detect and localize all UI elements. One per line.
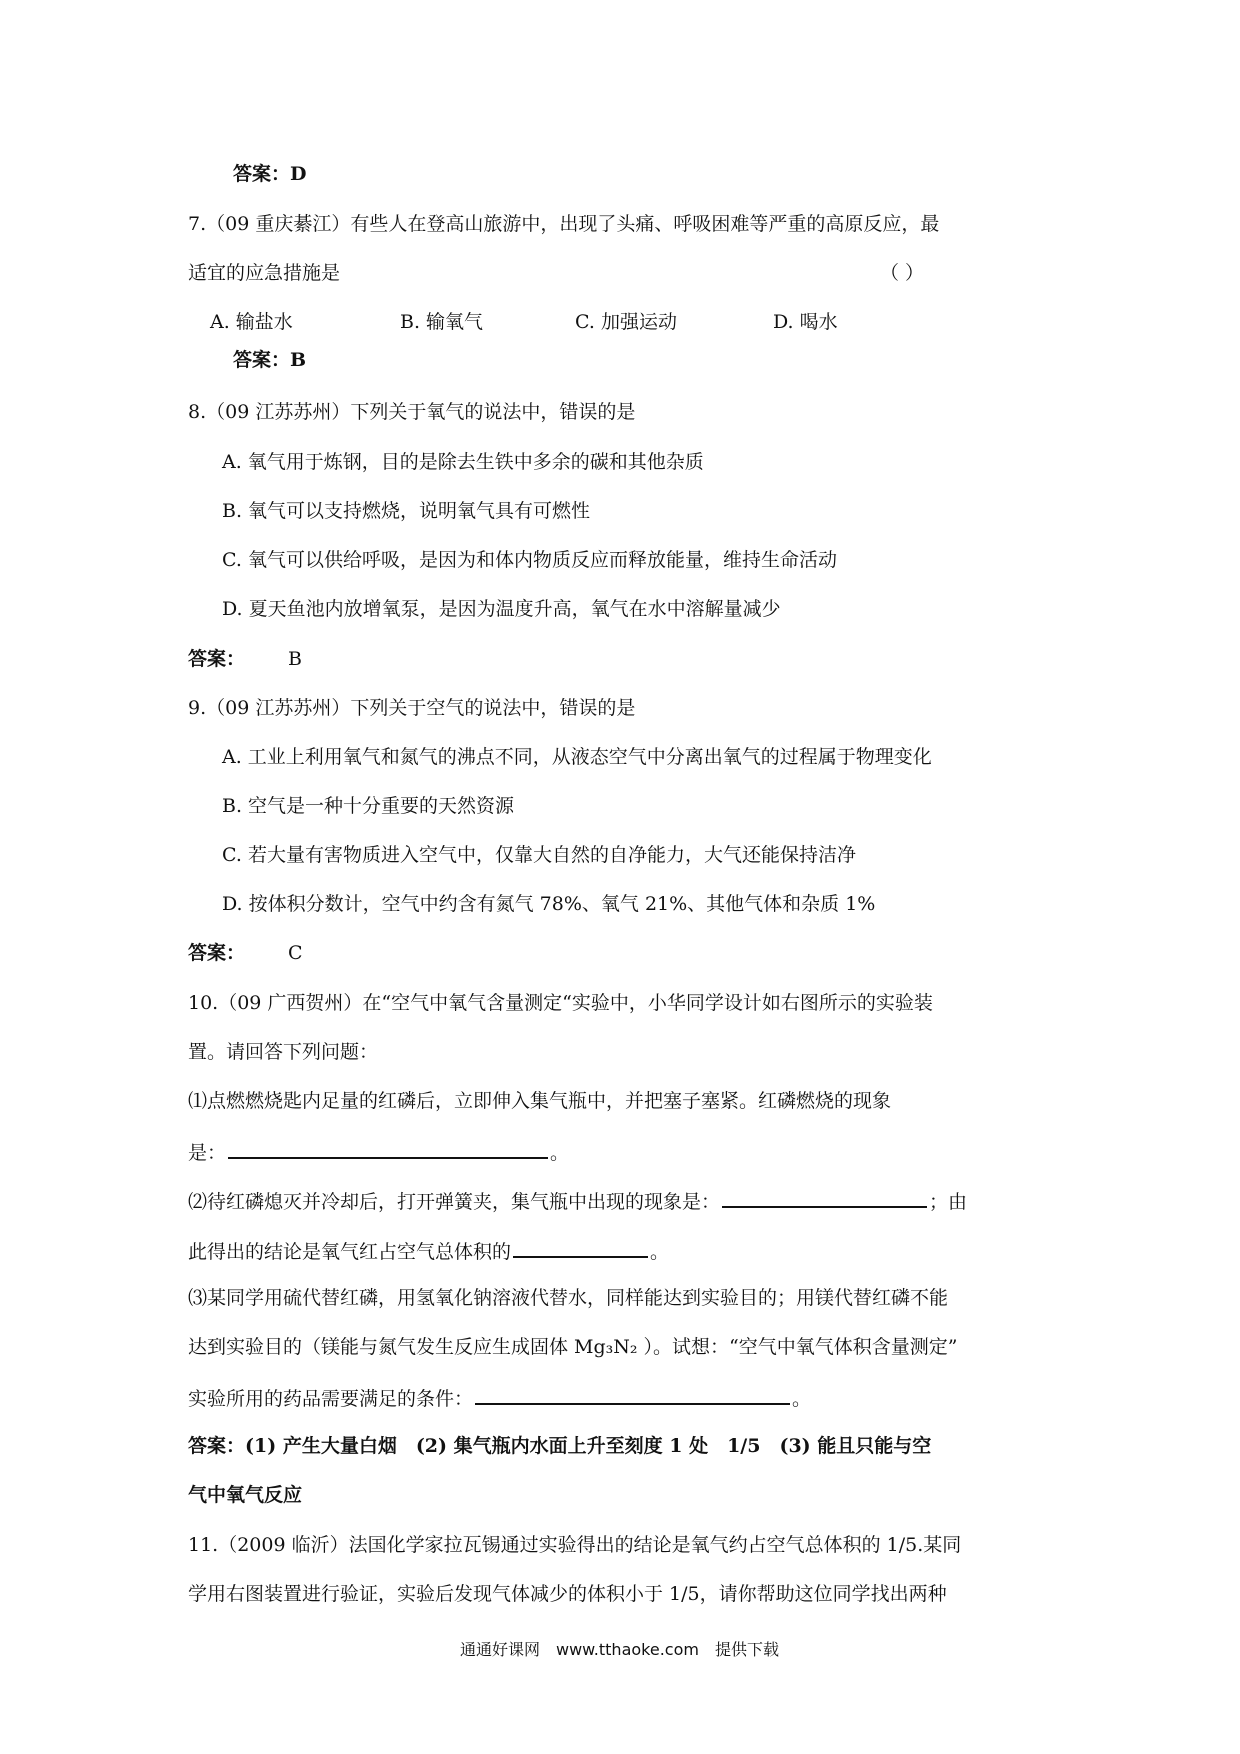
q11-stem-line1: 11.（2009 临沂）法国化学家拉瓦锡通过实验得出的结论是氧气约占空气总体积的 1/5.某同 xyxy=(188,1534,962,1556)
q7-stem-line1: 7.（09 重庆綦江）有些人在登高山旅游中，出现了头痛、呼吸困难等严重的高原反应，最 xyxy=(188,213,940,235)
q8-option-b: B. 氧气可以支持燃烧，说明氧气具有可燃性 xyxy=(222,500,591,522)
q8-option-d: D. 夏天鱼池内放增氧泵，是因为温度升高，氧气在水中溶解量减少 xyxy=(222,598,781,620)
q10-stem-line2: 置。请回答下列问题： xyxy=(188,1041,379,1063)
q9-option-c: C. 若大量有害物质进入空气中，仅靠大自然的自净能力，大气还能保持洁净 xyxy=(222,844,856,866)
q7-answer: 答案：B xyxy=(233,349,307,371)
q10-part2-fraction-blank[interactable] xyxy=(513,1240,648,1258)
q8-answer-value: B xyxy=(288,648,302,670)
q10-part3-line2: 达到实验目的（镁能与氮气发生反应生成固体 Mg₃N₂ ）。试想：“空气中氧气体积含量测定” xyxy=(188,1336,958,1358)
q10-part3-conditions-blank[interactable] xyxy=(475,1387,790,1405)
q10-part1-line2 xyxy=(188,1141,569,1163)
q10-part2-line1 xyxy=(188,1190,967,1212)
q7-option-d: D. 喝水 xyxy=(773,311,838,333)
q6-answer: 答案：D xyxy=(233,163,307,185)
q11-stem-line2: 学用右图装置进行验证，实验后发现气体减少的体积小于 1/5，请你帮助这位同学找出两种 xyxy=(188,1583,947,1605)
q8-answer-label: 答案： xyxy=(188,648,246,670)
q10-part3-line3 xyxy=(188,1387,811,1409)
q10-part1-end: 。 xyxy=(550,1142,570,1164)
q10-part2-phenomenon-blank[interactable] xyxy=(722,1190,927,1208)
page-footer: 通通好课网 www.tthaoke.com 提供下载 xyxy=(460,1640,779,1659)
q10-answer-line2: 气中氧气反应 xyxy=(188,1484,303,1506)
q10-part2-line2 xyxy=(188,1240,669,1262)
q10-part1-answer-blank[interactable] xyxy=(228,1141,548,1159)
q8-option-c: C. 氧气可以供给呼吸，是因为和体内物质反应而释放能量，维持生命活动 xyxy=(222,549,837,571)
q10-part3-line1: ⑶某同学用硫代替红磷，用氢氧化钠溶液代替水，同样能达到实验目的；用镁代替红磷不能 xyxy=(188,1287,949,1309)
q10-part2-conclusion: 此得出的结论是氧气红占空气总体积的 xyxy=(188,1241,512,1263)
q7-option-b: B. 输氧气 xyxy=(400,311,484,333)
q10-part2-suffix: ；由 xyxy=(929,1191,968,1213)
q10-part3-end: 。 xyxy=(792,1388,812,1410)
q10-answer-line1: 答案：(1) 产生大量白烟 (2) 集气瓶内水面上升至刻度 1 处 1/5 (3) 能且只能与空 xyxy=(188,1435,932,1457)
q9-option-d: D. 按体积分数计，空气中约含有氮气 78%、氧气 21%、其他气体和杂质 1% xyxy=(222,893,876,915)
q7-option-c: C. 加强运动 xyxy=(575,311,677,333)
q10-part2-prefix: ⑵待红磷熄灭并冷却后，打开弹簧夹，集气瓶中出现的现象是： xyxy=(188,1191,721,1213)
q9-answer-label: 答案： xyxy=(188,942,246,964)
q8-option-a: A. 氧气用于炼钢，目的是除去生铁中多余的碳和其他杂质 xyxy=(222,451,704,473)
q10-part1-line1: ⑴点燃燃烧匙内足量的红磷后，立即伸入集气瓶中，并把塞子塞紧。红磷燃烧的现象 xyxy=(188,1090,892,1112)
q9-option-a: A. 工业上利用氧气和氮气的沸点不同，从液态空气中分离出氧气的过程属于物理变化 xyxy=(222,746,932,768)
q9-option-b: B. 空气是一种十分重要的天然资源 xyxy=(222,795,515,817)
q9-answer-value: C xyxy=(288,942,303,964)
q7-answer-paren: （ ） xyxy=(880,262,925,284)
q10-part2-end: 。 xyxy=(650,1241,670,1263)
q10-part1-prefix: 是： xyxy=(188,1142,227,1164)
q10-stem-line1: 10.（09 广西贺州）在“空气中氧气含量测定“实验中，小华同学设计如右图所示的实验装 xyxy=(188,992,933,1014)
q7-option-a: A. 输盐水 xyxy=(210,311,293,333)
q7-stem-line2: 适宜的应急措施是 xyxy=(188,262,341,284)
q8-stem: 8.（09 江苏苏州）下列关于氧气的说法中，错误的是 xyxy=(188,401,636,423)
q10-part3-prefix: 实验所用的药品需要满足的条件： xyxy=(188,1388,474,1410)
q9-stem: 9.（09 江苏苏州）下列关于空气的说法中，错误的是 xyxy=(188,697,636,719)
